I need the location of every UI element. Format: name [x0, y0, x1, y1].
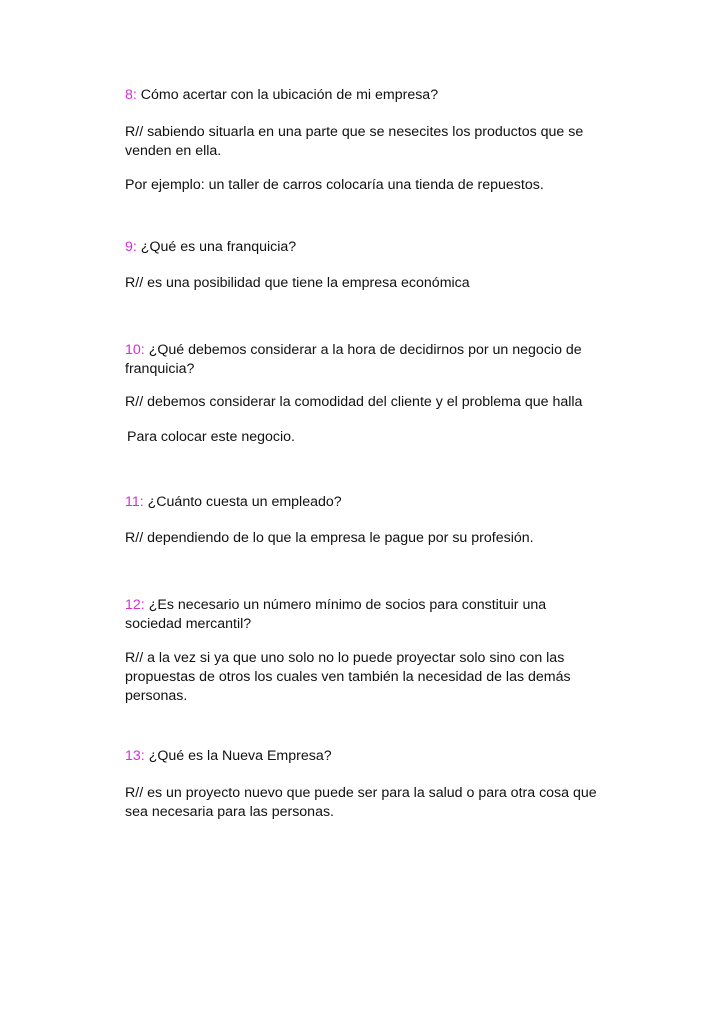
question-number: 12:	[125, 597, 145, 613]
question-10	[125, 341, 582, 360]
answer-line: R// dependiendo de lo que la empresa le pague por su profesión.	[125, 530, 534, 546]
answer-line: R// sabiendo situarla en una parte que se nesecites los productos que se	[125, 124, 584, 140]
answer-line: personas.	[125, 688, 188, 704]
question-number: 11:	[125, 494, 144, 510]
question-text: ¿Es necesario un número mínimo de socios para constituir una	[148, 597, 547, 613]
answer-line: R// debemos considerar la comodidad del cliente y el problema que halla	[125, 394, 583, 410]
question-9	[125, 238, 296, 257]
answer-line: propuestas de otros los cuales ven también la necesidad de las demás	[125, 669, 571, 685]
question-number: 10:	[125, 342, 145, 358]
answer-line: sea necesaria para las personas.	[125, 804, 334, 820]
question-text: ¿Qué es la Nueva Empresa?	[148, 748, 332, 764]
answer-extra-line: Para colocar este negocio.	[127, 429, 295, 445]
question-11	[125, 493, 342, 512]
question-number: 8:	[125, 87, 137, 103]
question-text: ¿Qué es una franquicia?	[140, 239, 297, 255]
answer-line: venden en ella.	[125, 143, 222, 159]
question-text-continued: sociedad mercantil?	[125, 616, 252, 632]
answer-line: R// es una posibilidad que tiene la empresa económica	[125, 275, 470, 291]
question-8	[125, 86, 438, 105]
question-12	[125, 596, 546, 615]
question-number: 9:	[125, 239, 137, 255]
answer-line: R// es un proyecto nuevo que puede ser para la salud o para otra cosa que	[125, 785, 597, 801]
example-line: Por ejemplo: un taller de carros colocaría una tienda de repuestos.	[125, 177, 544, 193]
question-13	[125, 747, 332, 766]
question-number: 13:	[125, 748, 145, 764]
question-text: ¿Cuánto cuesta un empleado?	[147, 494, 342, 510]
question-text: Cómo acertar con la ubicación de mi empresa?	[140, 87, 439, 103]
question-text: ¿Qué debemos considerar a la hora de decidirnos por un negocio de	[148, 342, 582, 358]
answer-line: R// a la vez si ya que uno solo no lo puede proyectar solo sino con las	[125, 650, 565, 666]
question-text-continued: franquicia?	[125, 361, 195, 377]
